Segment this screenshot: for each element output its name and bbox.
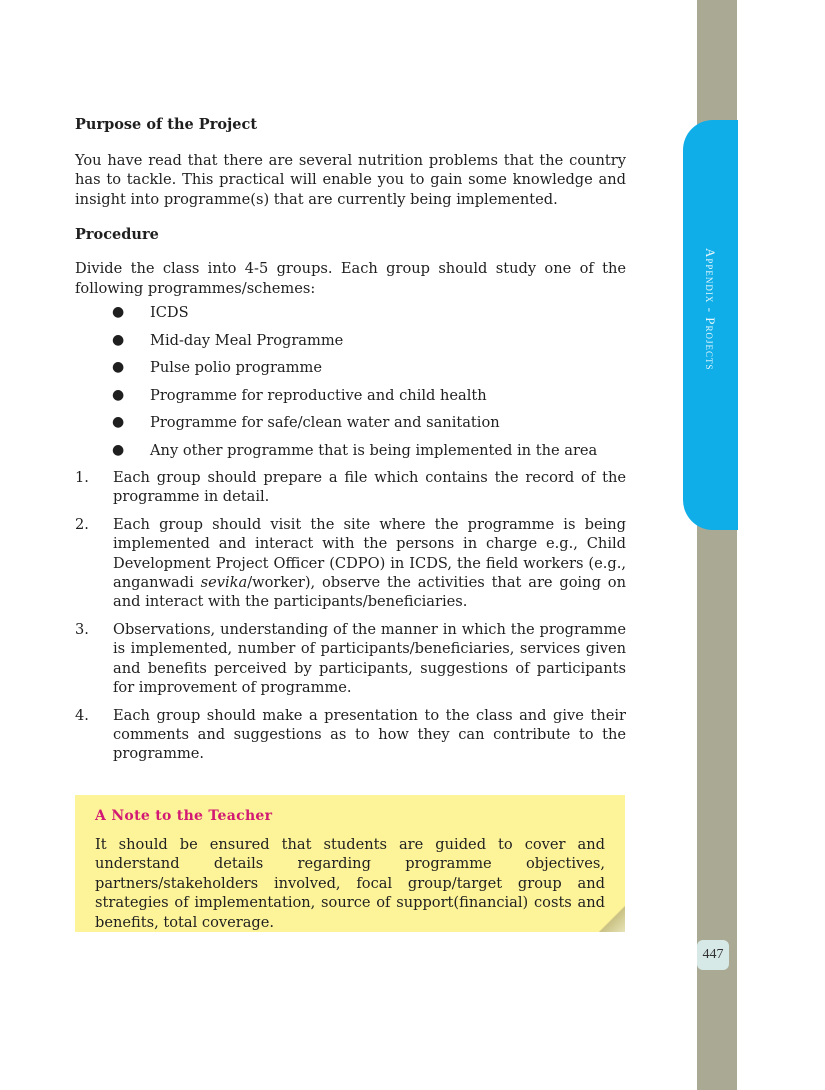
step-text: Observations, understanding of the manner in which the programme is implemented, number of participants/beneficiaries, services given and benefits perceived by participants, suggestions of participants for improvement of programme. (113, 620, 626, 697)
step-text: Each group should make a presentation to the class and give their comments and suggestions as to how they can contribute to the programme. (113, 706, 626, 763)
list-item (75, 358, 626, 386)
list-item (75, 441, 626, 469)
step-number: 2. (75, 515, 89, 533)
bullet-icon: ● (112, 441, 125, 458)
step-text-after: /worker), observe the activities that are going on and interact with the participants/beneficiaries. (113, 574, 626, 611)
step-item (75, 515, 626, 612)
step-item (75, 620, 626, 698)
procedure-intro: Divide the class into 4-5 groups. Each group should study one of the following programmes/schemes: (75, 260, 626, 297)
step-text: Each group should prepare a file which contains the record of the programme in detail. (113, 469, 626, 506)
procedure-heading: Procedure (75, 226, 159, 244)
step-item (75, 706, 626, 764)
list-item (75, 331, 626, 359)
programme-list (75, 303, 626, 468)
step-number: 3. (75, 620, 89, 638)
step-number: 1. (75, 469, 89, 487)
teacher-note-box (75, 795, 625, 932)
list-item (75, 386, 626, 414)
bullet-icon: ● (112, 331, 125, 348)
step-item (75, 468, 626, 507)
step-number: 4. (75, 706, 89, 724)
list-item (75, 413, 626, 441)
programme-label: Mid-day Meal Programme (150, 331, 344, 349)
bullet-icon: ● (112, 414, 125, 431)
programme-label: Programme for safe/clean water and sanitation (150, 414, 500, 432)
bullet-icon: ● (112, 304, 125, 321)
programme-label: Any other programme that is being implemented in the area (150, 441, 598, 459)
teacher-note-text: It should be ensured that students are guided to cover and understand details regarding programme objectives, partners/stakeholders involved, focal group/target group and strategies of implementation, source of support(financial) costs and benefits, total coverage. (95, 836, 605, 931)
purpose-paragraph: You have read that there are several nutrition problems that the country has to tackle. This practical will enable you to gain some knowledge and insight into programme(s) that are currently being implemented. (75, 152, 626, 208)
programme-label: ICDS (150, 304, 189, 322)
step-text-italic: sevika (200, 574, 248, 592)
procedure-steps (75, 468, 626, 764)
main-content (75, 113, 626, 772)
teacher-note-title: A Note to the Teacher (95, 808, 273, 824)
programme-label: Programme for reproductive and child health (150, 386, 487, 404)
programme-label: Pulse polio programme (150, 359, 322, 377)
list-item (75, 303, 626, 331)
purpose-heading: Purpose of the Project (75, 116, 258, 133)
bullet-icon: ● (112, 386, 125, 403)
bullet-icon: ● (112, 359, 125, 376)
page-number: 447 (697, 940, 729, 970)
appendix-tab-label: Appendix - Projects (703, 248, 718, 371)
step-text-before: Each group should visit the site where the programme is being implemented and interact with the persons in charge e.g., Child Development Project Officer (CDPO) in ICDS, the field workers (e.g., anganwadi (113, 515, 626, 592)
